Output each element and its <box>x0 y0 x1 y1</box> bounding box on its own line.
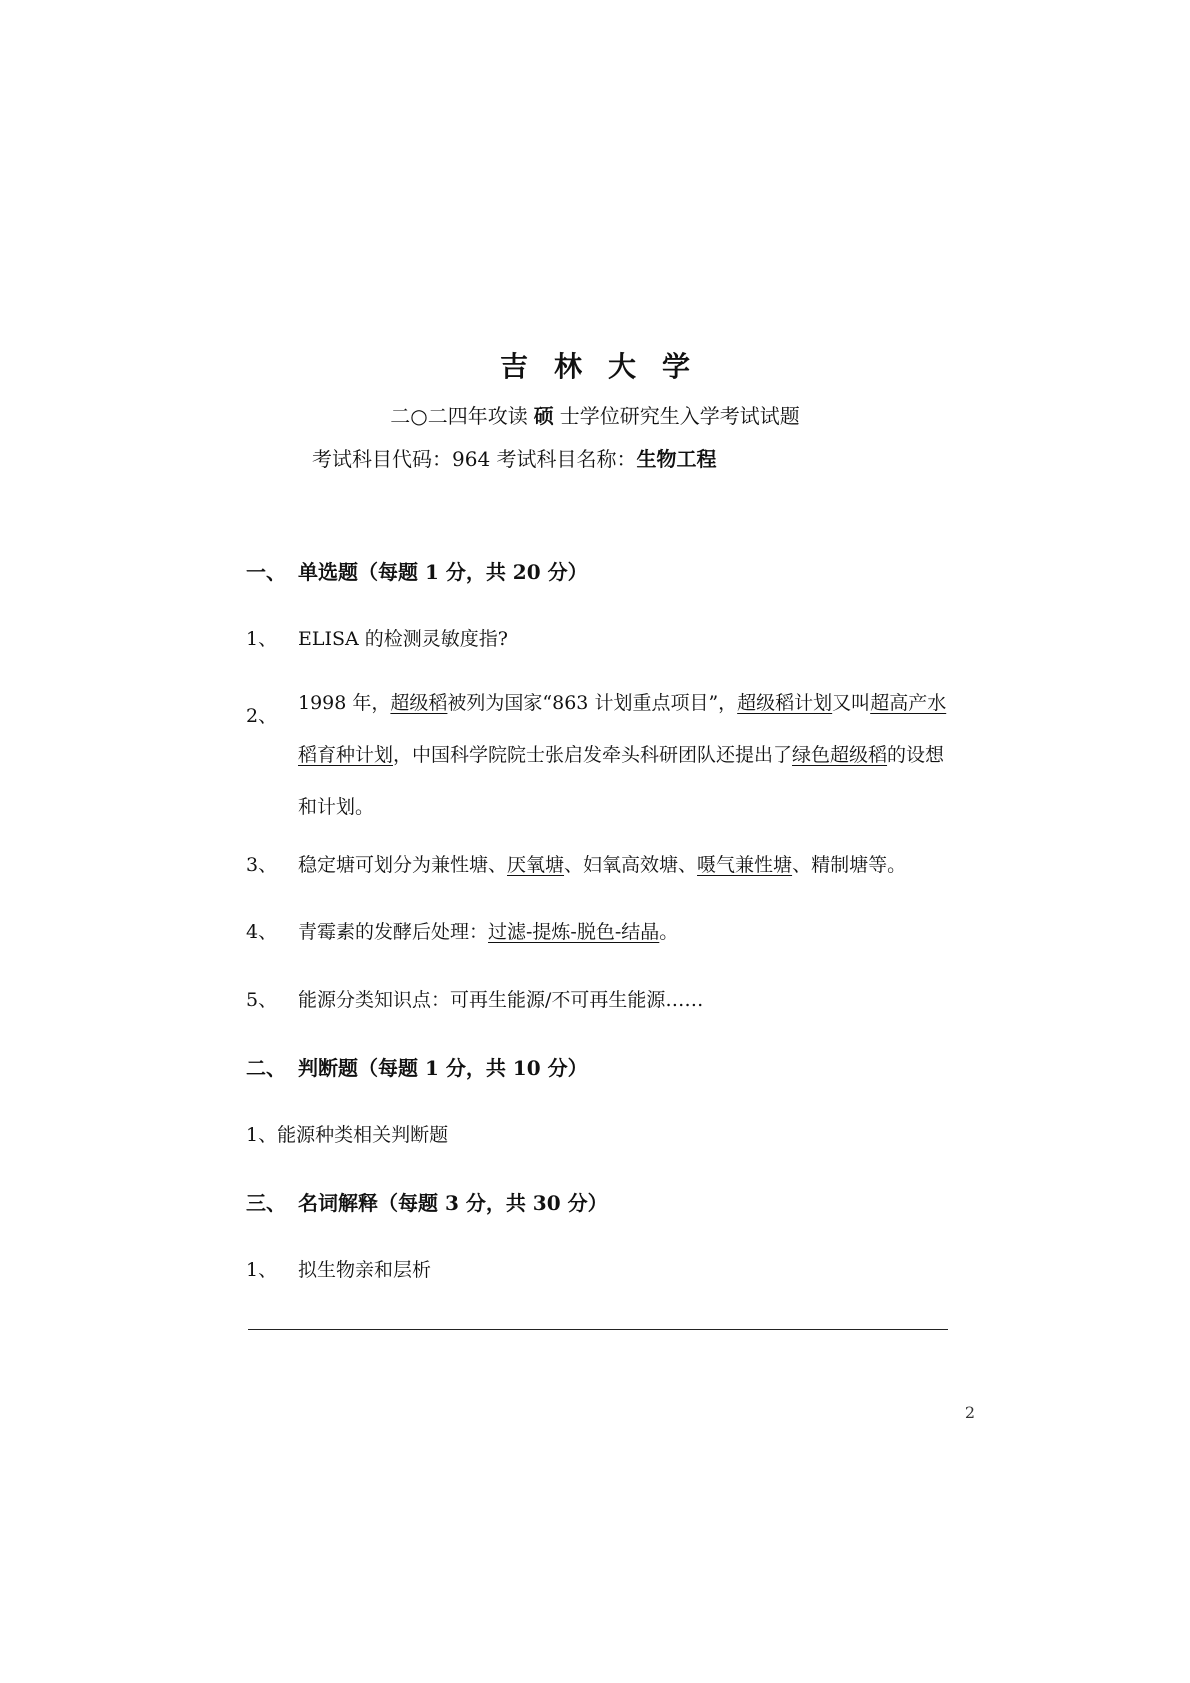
section-title: 单选题（每题 1 分，共 20 分） <box>298 560 588 584</box>
section-heading-3 <box>246 1187 608 1216</box>
university-title: 吉林大学 <box>499 350 716 383</box>
question-text: 、精制塘等。 <box>792 854 907 876</box>
question-number: 1、 <box>246 628 278 650</box>
question-text: 青霉素的发酵后处理： <box>298 921 489 943</box>
page-number: 2 <box>964 1403 975 1422</box>
question-number: 5、 <box>246 989 278 1011</box>
question-text: 拟生物亲和层析 <box>298 1259 432 1281</box>
question-number: 1、 <box>246 1259 278 1281</box>
question-3-1 <box>246 1255 431 1282</box>
question-text: 被列为国家“863 计划重点项目”， <box>447 692 738 714</box>
question-text: 。 <box>659 921 679 943</box>
subtitle-pre: 二○二四年攻读 <box>390 404 528 428</box>
question-text: ，中国科学院院士张启发牵头科研团队还提出了 <box>393 744 793 766</box>
question-1-1 <box>246 624 508 651</box>
exam-subtitle <box>0 400 1190 429</box>
divider-line <box>248 1329 948 1330</box>
underlined-term: 过滤-提炼-脱色-结晶 <box>488 921 660 943</box>
question-text: 又叫 <box>832 692 871 714</box>
question-number: 2、 <box>246 705 278 727</box>
question-1-4 <box>246 917 678 944</box>
section-number: 三、 <box>246 1191 286 1215</box>
underlined-term: 绿色超级稻 <box>792 744 888 766</box>
subject-name: 生物工程 <box>636 447 717 471</box>
subject-line <box>312 443 717 472</box>
question-text: 稳定塘可划分为兼性塘、 <box>298 854 508 876</box>
underlined-term: 厌氧塘 <box>507 854 565 876</box>
question-text: 的设想和计划。 <box>298 744 945 818</box>
section-number: 二、 <box>246 1056 286 1080</box>
underlined-term: 超高产水稻育种计划 <box>298 692 947 766</box>
question-text: ELISA 的检测灵敏度指? <box>298 628 508 650</box>
underlined-term: 超级稻 <box>390 692 448 714</box>
question-text: 1998 年， <box>298 692 391 714</box>
subtitle-post: 士学位研究生入学考试试题 <box>559 404 800 428</box>
question-text: 、妇氧高效塘、 <box>564 854 698 876</box>
section-title: 判断题（每题 1 分，共 10 分） <box>298 1056 588 1080</box>
subtitle-bold: 硕 <box>533 404 554 428</box>
section-heading-1 <box>246 556 588 585</box>
section-heading-2 <box>246 1052 588 1081</box>
subject-prefix: 考试科目代码：964 考试科目名称： <box>312 447 637 471</box>
question-2-1: 1、能源种类相关判断题 <box>246 1124 449 1146</box>
underlined-term: 嗫气兼性塘 <box>697 854 793 876</box>
question-1-2 <box>298 677 958 833</box>
question-1-5 <box>246 985 703 1012</box>
question-1-3 <box>246 850 906 877</box>
question-text: 能源分类知识点：可再生能源/不可再生能源…… <box>298 989 704 1011</box>
question-number: 4、 <box>246 921 278 943</box>
section-title: 名词解释（每题 3 分，共 30 分） <box>298 1191 608 1215</box>
underlined-term: 超级稻计划 <box>737 692 833 714</box>
section-number: 一、 <box>246 560 286 584</box>
question-number: 3、 <box>246 854 278 876</box>
